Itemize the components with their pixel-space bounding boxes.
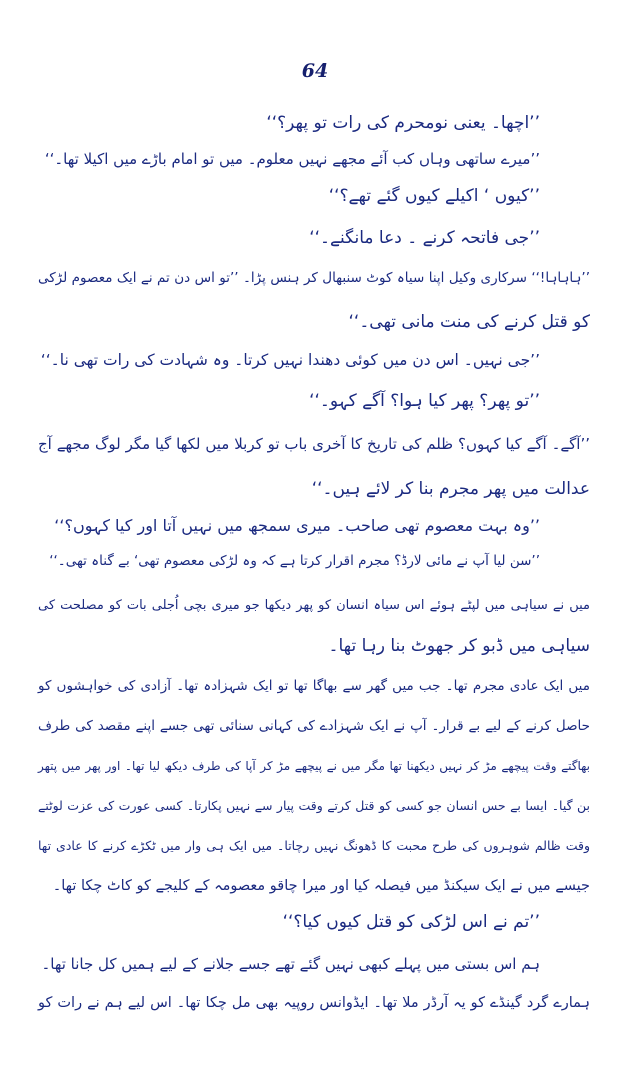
text-line: ’’تم نے اس لڑکی کو قتل کیوں کیا؟‘‘ <box>282 912 540 932</box>
text-line: بن گیا۔ ایسا بے حس انسان جو کسی کو قتل کرتے وقت پیار سے نہیں پکارتا۔ کسی عورت کی عزت لوٹتے <box>38 798 590 813</box>
text-line: ہمارے گرد گینڈے کو یہ آرڈر ملا تھا۔ ایڈوانس روپیہ بھی مل چکا تھا۔ اس لیے ہم نے رات کو <box>38 995 590 1011</box>
text-line: ’’کیوں ‘ اکیلے کیوں گئے تھے؟‘‘ <box>328 186 540 206</box>
text-line: ’’آگے۔ آگے کیا کہوں؟ ظلم کی تاریخ کا آخری باب تو کربلا میں لکھا گیا مگر لوگ مجھے آج <box>38 435 590 453</box>
text-line: بھاگتے وقت پیچھے مڑ کر نہیں دیکھنا تھا مگر میں نے پیچھے مڑ کر آپا کی طرف دیکھ لیا تھا۔ اور پھر میں پتھر <box>38 759 590 773</box>
text-line: کو قتل کرنے کی منت مانی تھی۔‘‘ <box>348 312 590 332</box>
text-line: ہم اس بستی میں پہلے کبھی نہیں گئے تھے جسے جلانے کے لیے ہمیں کل جانا تھا۔ <box>41 955 540 973</box>
text-line: ’’اچھا۔ یعنی نومحرم کی رات تو پھر؟‘‘ <box>266 113 540 133</box>
text-line: میں نے سیاہی میں لپٹے ہوئے اس سیاہ انسان کو پھر دیکھا جو میری بچی اُجلی بات کو مصلحت کی <box>38 598 590 613</box>
text-line: میں ایک عادی مجرم تھا۔ جب میں گھر سے بھاگا تھا تو ایک شہزادہ تھا۔ آزادی کی خواہشوں کو <box>38 678 590 694</box>
text-line: سیاہی میں ڈبو کر جھوٹ بنا رہا تھا۔ <box>328 636 590 656</box>
text-line: ’’میرے ساتھی وہاں کب آئے مجھے نہیں معلوم۔ میں تو امام باڑے میں اکیلا تھا۔‘‘ <box>44 150 540 168</box>
text-line: حاصل کرنے کے لیے بے قرار۔ آپ نے ایک شہزادے کی کہانی سنائی تھی جسے اپنے مقصد کی طرف <box>38 718 590 734</box>
text-line: جیسے میں نے ایک سیکنڈ میں فیصلہ کیا اور میرا چاقو معصومہ کے کلیجے کو کاٹ چکا تھا۔ <box>52 878 590 894</box>
text-line: وقت ظالم شوہروں کی طرح محبت کا ڈھونگ نہیں رچاتا۔ میں ایک ہی وار میں ٹکڑے کرنے کا عادی تھا <box>38 838 590 853</box>
page-number: 64 <box>301 60 329 82</box>
text-line: ’’وہ بہت معصوم تھی صاحب۔ میری سمجھ میں نہیں آتا اور کیا کہوں؟‘‘ <box>54 516 540 535</box>
text-line: عدالت میں پھر مجرم بنا کر لائے ہیں۔‘‘ <box>311 479 590 499</box>
text-line: ’’جی نہیں۔ اس دن میں کوئی دھندا نہیں کرتا۔ وہ شہادت کی رات تھی نا۔‘‘ <box>40 351 540 369</box>
text-line: ’’جی فاتحہ کرنے ۔ دعا مانگنے۔‘‘ <box>309 228 540 248</box>
text-line: ’’تو پھر؟ پھر کیا ہوا؟ آگے کہو۔‘‘ <box>309 391 540 411</box>
text-line: ’’ہاہاہا!‘‘ سرکاری وکیل اپنا سیاہ کوٹ سنبھال کر ہنس پڑا۔ ’’تو اس دن تم نے ایک معصوم لڑکی <box>38 270 590 286</box>
text-line: ’’سن لیا آپ نے مائی لارڈ؟ مجرم اقرار کرتا ہے کہ وہ لڑکی معصوم تھی‘ بے گناہ تھی۔‘‘ <box>49 553 540 569</box>
